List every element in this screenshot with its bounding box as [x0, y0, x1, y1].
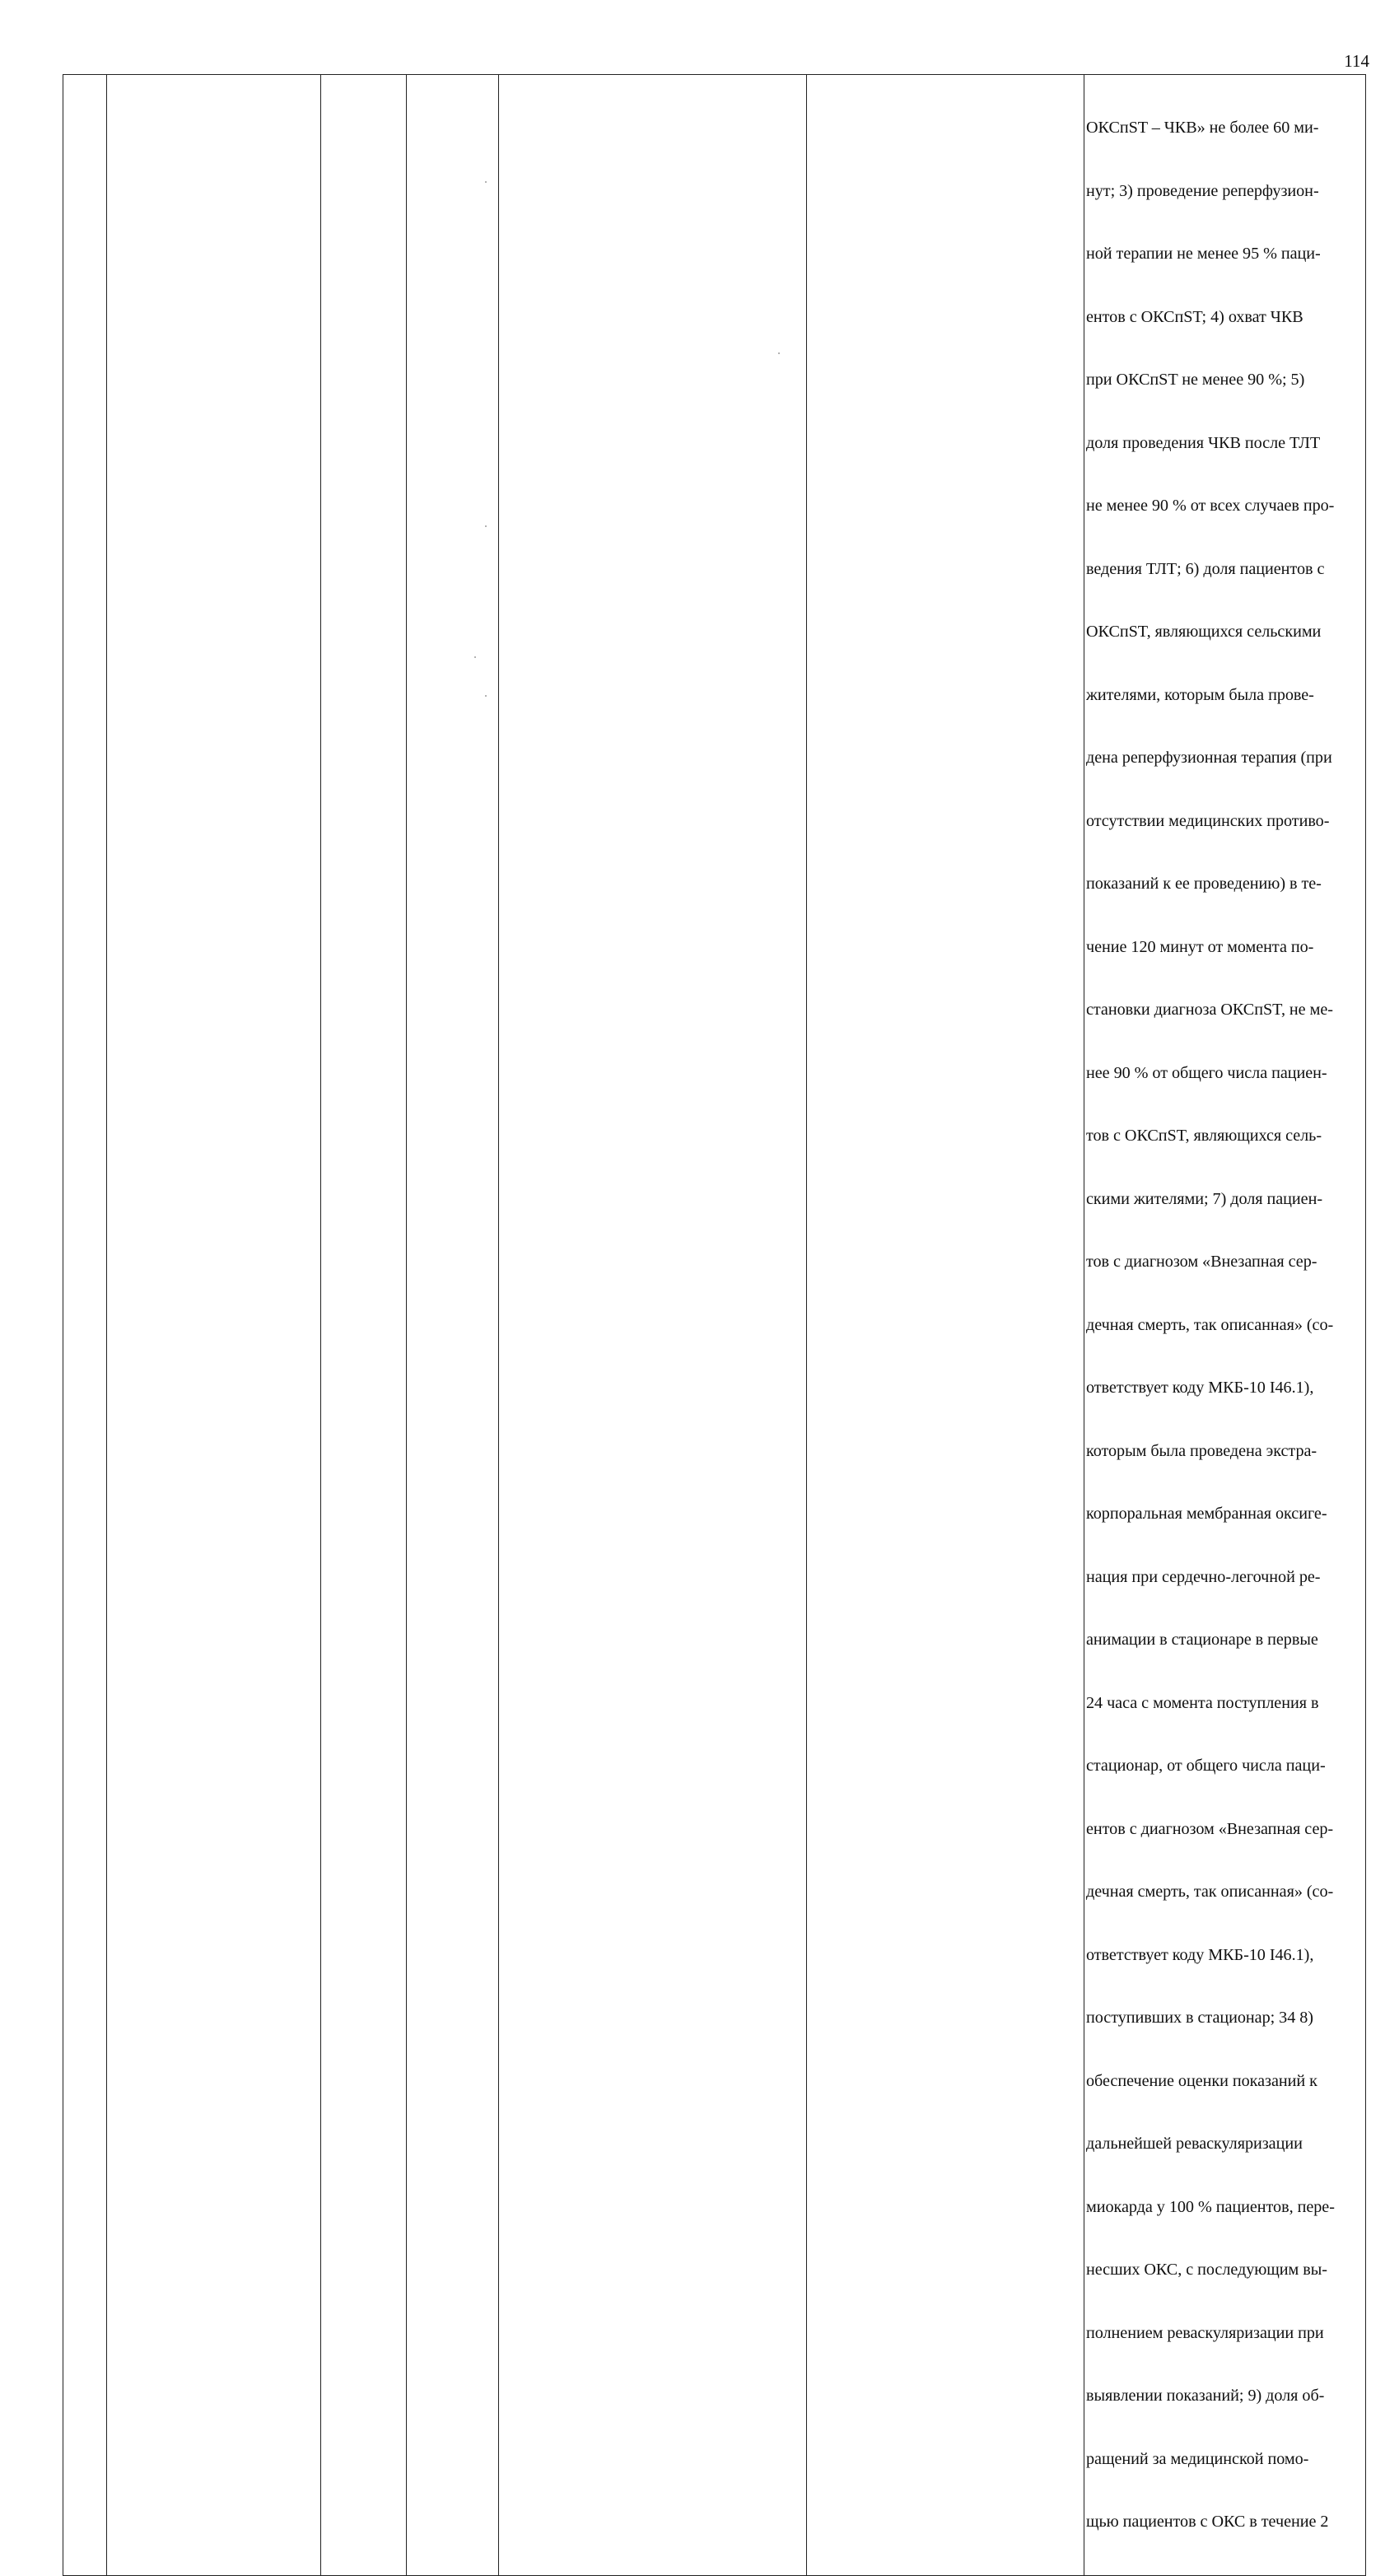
- text-line: нее 90 % от общего числа пациен-: [1086, 1063, 1327, 1082]
- empty-cell-col-3: [321, 75, 407, 2576]
- text-line: нация при сердечно-легочной ре-: [1086, 1567, 1321, 1586]
- text-line: выявлении показаний; 9) доля об-: [1086, 2387, 1325, 2405]
- text-line: обеспечение оценки показаний к: [1086, 2071, 1317, 2090]
- scan-speck: [485, 181, 487, 183]
- text-line: ентов с диагнозом «Внезапная сер-: [1086, 1819, 1334, 1838]
- text-line: не менее 90 % от всех случаев про-: [1086, 497, 1335, 515]
- scan-speck: [485, 695, 487, 697]
- text-line: несших ОКС, с последующим вы-: [1086, 2261, 1327, 2279]
- text-line: ОКСпST, являющихся сельскими: [1086, 623, 1322, 641]
- text-line: поступивших в стационар; 34 8): [1086, 2009, 1313, 2027]
- text-line: ответствует коду МКБ-10 I46.1),: [1086, 1379, 1314, 1397]
- empty-cell-col-5: [499, 75, 807, 2576]
- empty-cell-col-6: [807, 75, 1084, 2576]
- text-line: тов с ОКСпST, являющихся сель-: [1086, 1127, 1322, 1145]
- empty-cell-col-4: [407, 75, 499, 2576]
- indicators-text-cell: [1084, 75, 1366, 2576]
- text-line: жителями, которым была прове-: [1086, 685, 1314, 704]
- text-line: ращений за медицинской помо-: [1086, 2449, 1309, 2468]
- text-line: нут; 3) проведение реперфузион-: [1086, 181, 1319, 200]
- text-line: ОКСпST – ЧКВ» не более 60 ми-: [1086, 119, 1319, 137]
- text-line: при ОКСпST не менее 90 %; 5): [1086, 371, 1305, 389]
- text-line: ентов с ОКСпST; 4) охват ЧКВ: [1086, 307, 1303, 326]
- text-line: миокарда у 100 % пациентов, пере-: [1086, 2197, 1335, 2216]
- text-line: полнением реваскуляризации при: [1086, 2323, 1324, 2342]
- page-number: 114: [1344, 51, 1369, 71]
- text-line: ведения ТЛТ; 6) доля пациентов с: [1086, 559, 1325, 578]
- table-row: [63, 75, 1366, 2576]
- text-line: корпоральная мембранная оксиге-: [1086, 1505, 1327, 1523]
- text-line: дечная смерть, так описанная» (со-: [1086, 1315, 1334, 1334]
- text-line: дальнейшей реваскуляризации: [1086, 2135, 1303, 2153]
- scan-speck: [778, 352, 780, 354]
- text-line: которым была проведена экстра-: [1086, 1441, 1317, 1460]
- text-line: дечная смерть, так описанная» (со-: [1086, 1883, 1334, 1901]
- text-line: дена реперфузионная терапия (при: [1086, 749, 1332, 767]
- document-table: [63, 74, 1366, 2576]
- text-line: чение 120 минут от момента по-: [1086, 937, 1314, 956]
- text-line: скими жителями; 7) доля пациен-: [1086, 1189, 1322, 1208]
- text-line: ной терапии не менее 95 % паци-: [1086, 245, 1321, 263]
- text-line: анимации в стационаре в первые: [1086, 1631, 1318, 1649]
- text-line: щью пациентов с ОКС в течение 2: [1086, 2513, 1329, 2531]
- scan-speck: [485, 525, 487, 527]
- text-line: стационар, от общего числа паци-: [1086, 1757, 1326, 1775]
- text-line: ответствует коду МКБ-10 I46.1),: [1086, 1945, 1314, 1964]
- empty-cell-col-1: [63, 75, 107, 2576]
- text-line: 24 часа с момента поступления в: [1086, 1693, 1319, 1712]
- text-line: отсутствии медицинских противо-: [1086, 811, 1330, 830]
- text-line: становки диагноза ОКСпST, не ме-: [1086, 1001, 1333, 1019]
- empty-cell-col-2: [107, 75, 321, 2576]
- text-line: доля проведения ЧКВ после ТЛТ: [1086, 433, 1321, 452]
- text-line: тов с диагнозом «Внезапная сер-: [1086, 1253, 1317, 1271]
- text-line: показаний к ее проведению) в те-: [1086, 875, 1322, 893]
- scan-speck: [474, 656, 476, 658]
